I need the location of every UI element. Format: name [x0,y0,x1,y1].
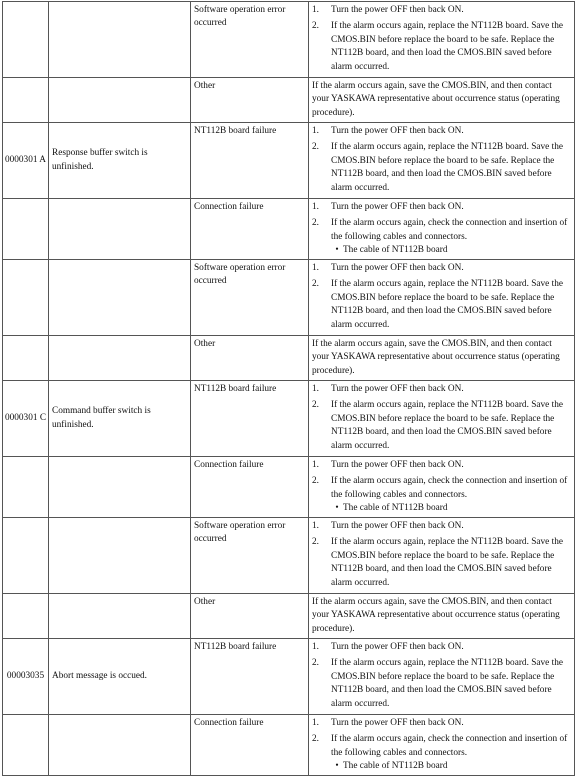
alarm-name-cell [49,336,191,381]
alarm-code-cell [3,2,49,78]
remedy-step: 1. Turn the power OFF then back ON. [312,521,464,531]
remedy-cell [309,518,575,594]
remedy-cell [309,260,575,336]
remedy-step: 2. If the alarm occurs again, replace the NT112B board. Save the CMOS.BIN before replace the board to be safe. Replace the NT112B board, and then load the CMOS.BIN saved before alarm occurred. [312,279,563,330]
cause-cell: Connection failure [191,199,309,260]
alarm-table [2,1,575,776]
remedy-step: 1. Turn the power OFF then back ON. [312,5,464,15]
remedy-cell: If the alarm occurs again, save the CMOS.BIN, and then contact your YASKAWA representative about occurrence status (operating procedure). [309,336,575,381]
cause-cell: Software operation error occurred [191,260,309,336]
alarm-name-cell [49,518,191,594]
remedy-step: 1. Turn the power OFF then back ON. [312,202,464,212]
table-row [3,639,575,715]
table-row [3,594,575,639]
remedy-step: 2. If the alarm occurs again, replace the NT112B board. Save the CMOS.BIN before replace the board to be safe. Replace the NT112B board, and then load the CMOS.BIN saved before alarm occurred. [312,537,563,588]
remedy-step: 1. Turn the power OFF then back ON. [312,718,464,728]
cause-cell: NT112B board failure [191,123,309,199]
remedy-cell: If the alarm occurs again, save the CMOS.BIN, and then contact your YASKAWA representative about occurrence status (operating procedure). [309,78,575,123]
table-row [3,457,575,518]
table-row [3,260,575,336]
remedy-step: 2. If the alarm occurs again, check the connection and insertion of the following cables and connectors. [312,476,568,500]
table-row [3,199,575,260]
remedy-step: 2. If the alarm occurs again, check the connection and insertion of the following cables and connectors. [312,218,568,242]
remedy-step: 1. Turn the power OFF then back ON. [312,460,464,470]
remedy-step: 1. Turn the power OFF then back ON. [312,126,464,136]
remedy-step: 2. If the alarm occurs again, check the connection and insertion of the following cables and connectors. [312,734,568,758]
remedy-step: 2. If the alarm occurs again, replace the NT112B board. Save the CMOS.BIN before replace the board to be safe. Replace the NT112B board, and then load the CMOS.BIN saved before alarm occurred. [312,21,563,72]
cause-cell: Other [191,336,309,381]
remedy-cell [309,123,575,199]
alarm-name-cell: Response buffer switch is unfinished. [49,123,191,199]
cause-cell: Other [191,78,309,123]
remedy-step: 1. Turn the power OFF then back ON. [312,642,464,652]
alarm-name-cell: Abort message is occued. [49,639,191,715]
alarm-name-cell [49,715,191,776]
alarm-code-cell: 00003035 [3,639,49,715]
remedy-step: 2. If the alarm occurs again, replace the NT112B board. Save the CMOS.BIN before replace the board to be safe. Replace the NT112B board, and then load the CMOS.BIN saved before alarm occurred. [312,142,563,193]
alarm-code-cell [3,260,49,336]
table-row [3,518,575,594]
remedy-cell [309,457,575,518]
remedy-step: 1. Turn the power OFF then back ON. [312,263,464,273]
cause-cell: NT112B board failure [191,381,309,457]
alarm-code-cell [3,78,49,123]
alarm-name-cell [49,594,191,639]
alarm-name-cell [49,457,191,518]
alarm-code-cell [3,594,49,639]
table-row [3,336,575,381]
cause-cell: NT112B board failure [191,639,309,715]
remedy-cell [309,199,575,260]
cause-cell: Connection failure [191,457,309,518]
alarm-code-cell [3,336,49,381]
alarm-code-cell [3,199,49,260]
cause-cell: Other [191,594,309,639]
remedy-step: 1. Turn the power OFF then back ON. [312,384,464,394]
alarm-name-cell: Command buffer switch is unfinished. [49,381,191,457]
alarm-name-cell [49,2,191,78]
remedy-bullet: • The cable of NT112B board [335,761,448,772]
remedy-cell [309,715,575,776]
remedy-cell [309,381,575,457]
remedy-cell [309,639,575,715]
alarm-code-cell [3,518,49,594]
alarm-name-cell [49,78,191,123]
table-row [3,715,575,776]
table-row [3,2,575,78]
alarm-name-cell [49,199,191,260]
remedy-bullet: • The cable of NT112B board [335,503,448,514]
remedy-cell [309,2,575,78]
table-row [3,381,575,457]
alarm-code-cell: 0000301 C [3,381,49,457]
alarm-code-cell [3,715,49,776]
remedy-step: 2. If the alarm occurs again, replace the NT112B board. Save the CMOS.BIN before replace the board to be safe. Replace the NT112B board, and then load the CMOS.BIN saved before alarm occurred. [312,400,563,451]
remedy-step: 2. If the alarm occurs again, replace the NT112B board. Save the CMOS.BIN before replace the board to be safe. Replace the NT112B board, and then load the CMOS.BIN saved before alarm occurred. [312,658,563,709]
cause-cell: Connection failure [191,715,309,776]
cause-cell: Software operation error occurred [191,518,309,594]
remedy-cell: If the alarm occurs again, save the CMOS.BIN, and then contact your YASKAWA representative about occurrence status (operating procedure). [309,594,575,639]
remedy-bullet: • The cable of NT112B board [335,245,448,256]
table-row [3,78,575,123]
cause-cell: Software operation error occurred [191,2,309,78]
alarm-code-cell [3,457,49,518]
table-row [3,123,575,199]
alarm-code-cell: 0000301 A [3,123,49,199]
alarm-name-cell [49,260,191,336]
